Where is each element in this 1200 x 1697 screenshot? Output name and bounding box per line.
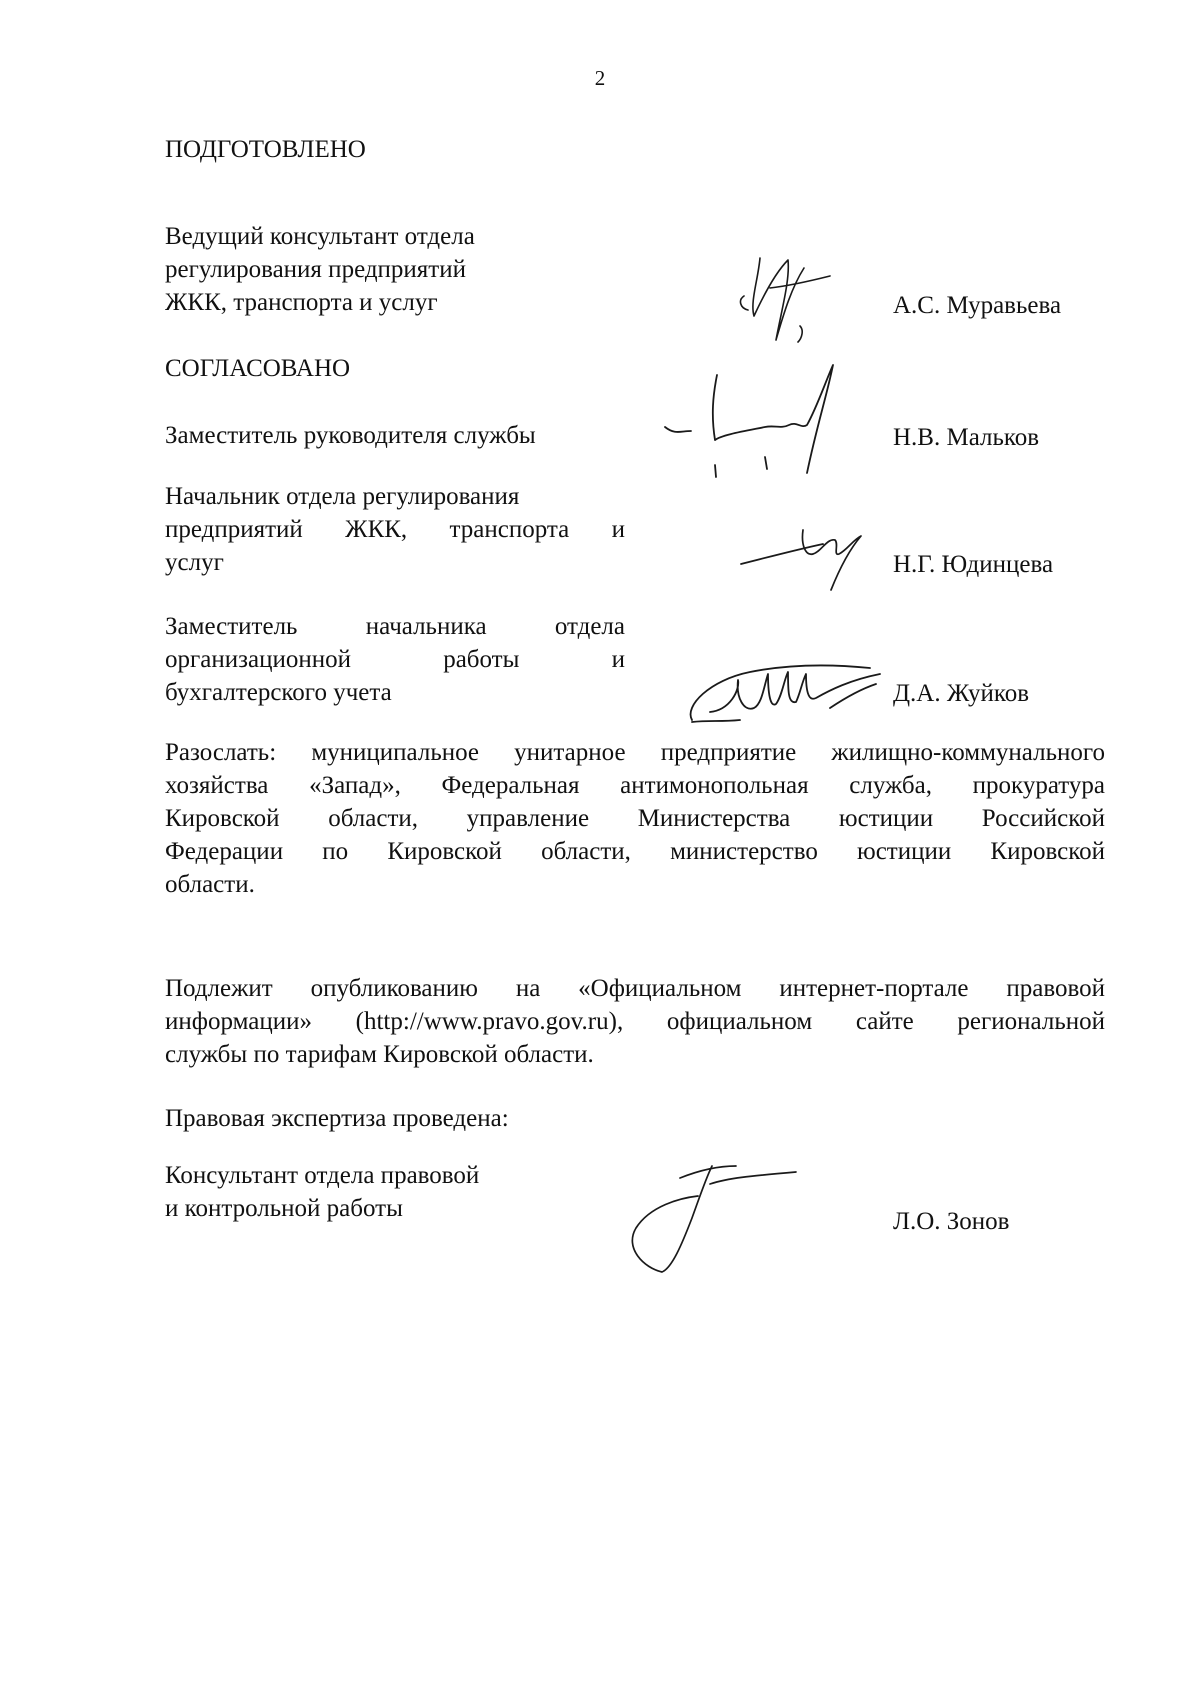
- paragraph-line: хозяйства «Запад», Федеральная антимонопольная служба, прокуратура: [165, 772, 1105, 799]
- paragraph-line: Разослать: муниципальное унитарное предприятие жилищно-коммунального: [165, 739, 1105, 766]
- position-line: предприятий ЖКК, транспорта и: [165, 516, 625, 543]
- position-line: Ведущий консультант отдела: [165, 223, 475, 250]
- position-line: Консультант отдела правовой: [165, 1162, 480, 1189]
- distribution-paragraph: [165, 736, 1105, 901]
- position-line: регулирования предприятий: [165, 256, 466, 283]
- prepared-position: [165, 220, 585, 319]
- position-line: услуг: [165, 549, 224, 576]
- paragraph-line: информации» (http://www.pravo.gov.ru), официальном сайте региональной: [165, 1008, 1105, 1035]
- position-line: и контрольной работы: [165, 1195, 403, 1222]
- prepared-heading: ПОДГОТОВЛЕНО: [165, 136, 366, 163]
- legal-review-heading: Правовая экспертиза проведена:: [165, 1105, 509, 1132]
- position-line: Заместитель начальника отдела: [165, 613, 625, 640]
- agreed-signer-name: Д.А. Жуйков: [893, 680, 1030, 707]
- position-line: бухгалтерского учета: [165, 679, 392, 706]
- agreed-signer-position: [165, 610, 625, 709]
- page-number: 2: [594, 66, 606, 90]
- paragraph-line: Кировской области, управление Министерства юстиции Российской: [165, 805, 1105, 832]
- handwritten-signature: [680, 650, 910, 740]
- paragraph-line: службы по тарифам Кировской области.: [165, 1041, 594, 1068]
- handwritten-signature: [730, 230, 870, 360]
- position-line: организационной работы и: [165, 646, 625, 673]
- agreed-heading: СОГЛАСОВАНО: [165, 355, 351, 382]
- handwritten-signature: [620, 1148, 820, 1288]
- position-line: ЖКК, транспорта и услуг: [165, 289, 438, 316]
- prepared-signer-name: А.С. Муравьева: [893, 292, 1062, 319]
- position-line: Начальник отдела регулирования: [165, 483, 520, 510]
- legal-review-position: [165, 1159, 585, 1225]
- handwritten-signature: [735, 510, 875, 600]
- paragraph-line: Федерации по Кировской области, министерство юстиции Кировской: [165, 838, 1105, 865]
- paragraph-line: Подлежит опубликованию на «Официальном интернет-портале правовой: [165, 975, 1105, 1002]
- publication-paragraph: [165, 972, 1105, 1071]
- position-line: Заместитель руководителя службы: [165, 422, 536, 449]
- agreed-signer-position: [165, 419, 615, 452]
- paragraph-line: области.: [165, 871, 255, 898]
- agreed-signer-name: Н.Г. Юдинцева: [893, 551, 1054, 578]
- handwritten-signature: [655, 355, 855, 495]
- agreed-signer-position: [165, 480, 625, 579]
- legal-review-signer-name: Л.О. Зонов: [893, 1208, 1010, 1235]
- agreed-signer-name: Н.В. Мальков: [893, 424, 1040, 451]
